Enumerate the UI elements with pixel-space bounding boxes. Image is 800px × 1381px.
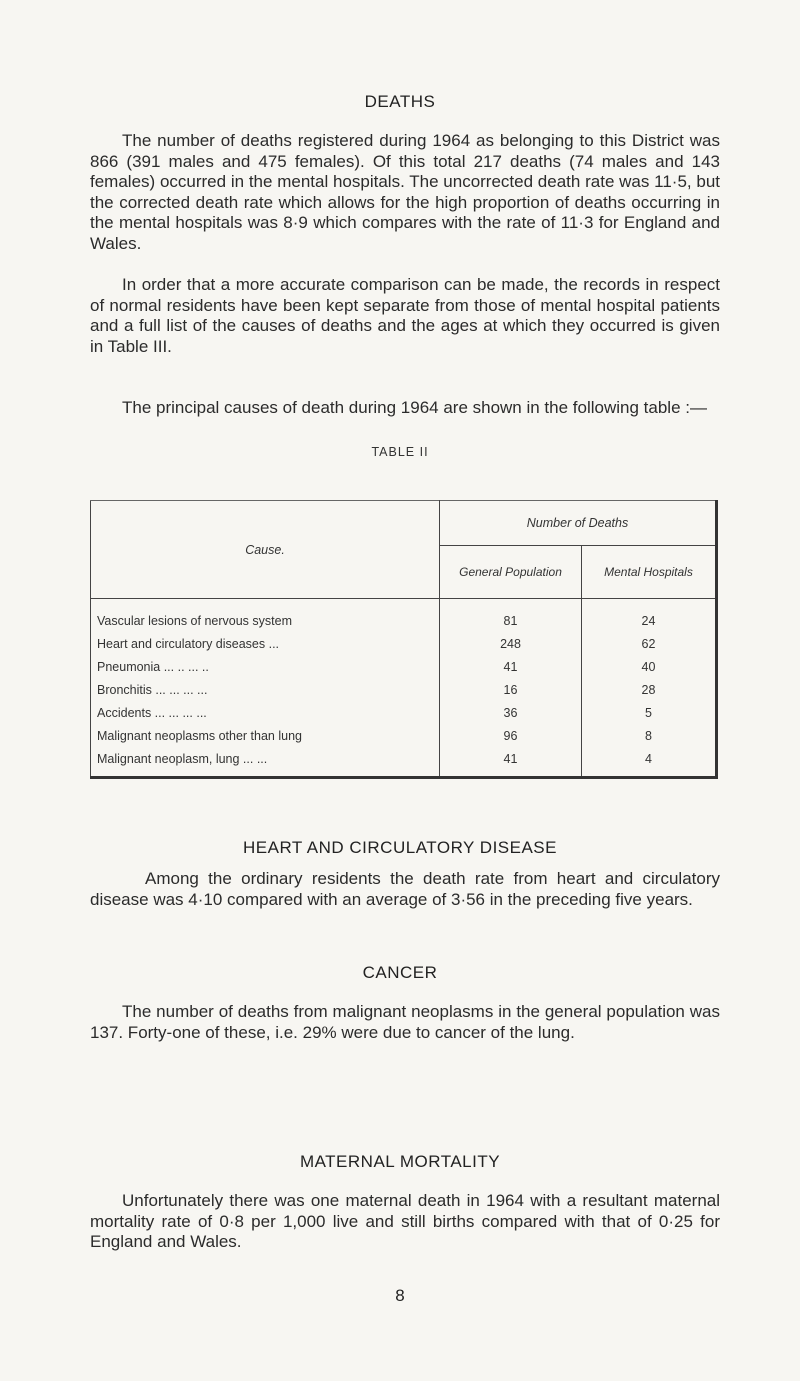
- table-row: [91, 655, 717, 678]
- general-population-cell: 81: [440, 599, 582, 633]
- cause-cell: Vascular lesions of nervous system: [97, 613, 292, 628]
- general-population-cell: 36: [440, 701, 582, 724]
- causes-of-death-table: [90, 500, 718, 779]
- maternal-heading: MATERNAL MORTALITY: [299, 1152, 501, 1171]
- page-number: 8: [395, 1286, 405, 1305]
- mental-hospitals-cell: 28: [582, 678, 717, 701]
- cancer-heading: CANCER: [362, 963, 438, 982]
- cause-column-header: Cause.: [91, 501, 440, 599]
- cause-cell: Pneumonia ... .. ... ..: [97, 659, 209, 674]
- general-population-cell: 41: [440, 655, 582, 678]
- table-caption: TABLE II: [371, 445, 429, 459]
- general-population-cell: 16: [440, 678, 582, 701]
- table-row: [91, 701, 717, 724]
- table-row: [91, 678, 717, 701]
- deaths-paragraph-1: The number of deaths registered during 1964 as belonging to this District was 866 (391 males and 475 females). Of this total 217 deaths (74 males and 143 females) occurred in the mental hospitals. The uncorrected death rate was 11·5, but the corrected death rate which allows for the high proportion of deaths occurring in the mental hospitals was 8·9 which compares with the rate of 11·3 for England and Wales.: [90, 131, 720, 253]
- cause-cell: Malignant neoplasm, lung ... ...: [97, 751, 268, 766]
- heart-paragraph: Among the ordinary residents the death rate from heart and circulatory disease was 4·10 compared with an average of 3·56 in the preceding five years.: [90, 869, 720, 909]
- deaths-heading: DEATHS: [364, 92, 436, 111]
- table-row: [91, 632, 717, 655]
- number-of-deaths-header: Number of Deaths: [440, 501, 717, 546]
- deaths-paragraph-3: The principal causes of death during 1964 are shown in the following table :—: [122, 398, 707, 417]
- table-row: [91, 747, 717, 778]
- mental-hospitals-cell: 24: [582, 599, 717, 633]
- maternal-paragraph: Unfortunately there was one maternal death in 1964 with a resultant maternal mortality rate of 0·8 per 1,000 live and still births compared with that of 0·25 for England and Wales.: [90, 1191, 720, 1251]
- general-population-cell: 96: [440, 724, 582, 747]
- general-population-header: General Population: [440, 546, 582, 599]
- general-population-cell: 41: [440, 747, 582, 778]
- cause-cell: Heart and circulatory diseases ...: [97, 636, 280, 651]
- heart-heading: HEART AND CIRCULATORY DISEASE: [243, 838, 557, 857]
- mental-hospitals-cell: 40: [582, 655, 717, 678]
- cause-cell: Accidents ... ... ... ...: [97, 705, 207, 720]
- table-row: [91, 724, 717, 747]
- cause-cell: Malignant neoplasms other than lung: [97, 728, 302, 743]
- mental-hospitals-cell: 8: [582, 724, 717, 747]
- cause-cell: Bronchitis ... ... ... ...: [97, 682, 208, 697]
- mental-hospitals-header: Mental Hospitals: [582, 546, 717, 599]
- deaths-paragraph-2: In order that a more accurate comparison can be made, the records in respect of normal residents have been kept separate from those of mental hospital patients and a full list of the causes of deaths and the ages at which they occurred is given in Table III.: [90, 275, 720, 356]
- mental-hospitals-cell: 62: [582, 632, 717, 655]
- mental-hospitals-cell: 5: [582, 701, 717, 724]
- cancer-paragraph: The number of deaths from malignant neoplasms in the general population was 137. Forty-one of these, i.e. 29% were due to cancer of the lung.: [90, 1002, 720, 1042]
- general-population-cell: 248: [440, 632, 582, 655]
- mental-hospitals-cell: 4: [582, 747, 717, 778]
- table-row: [91, 599, 717, 633]
